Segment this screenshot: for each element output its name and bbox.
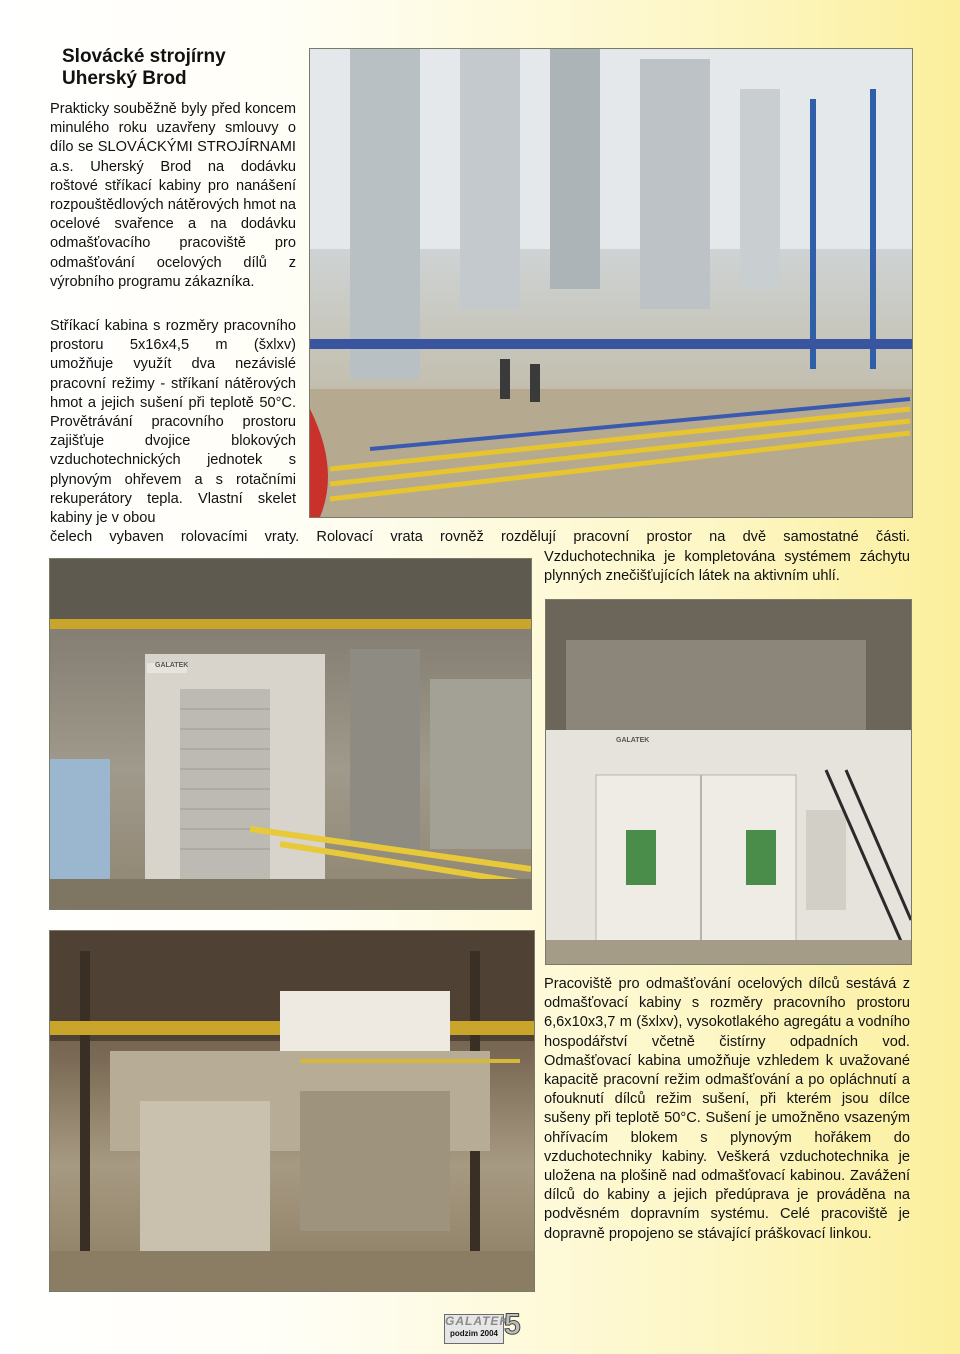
degreasing-paragraph: Pracoviště pro odmašťování ocelových dílců sestává z odmašťovací kabiny s rozměry pracovního prostoru 6,6x10x3,7 m (šxlxv), vysokotlakého agregátu a vodního hospodářství včetně čistírny odpadních vod. Odmašťovací kabina umožňuje vzhledem k uvažované kapacitě pracovní režim odmašťování a po opláchnutí a ofouknutí dílců režim sušení, při kterém jsou dílce sušeny při teplotě 50°C. Sušení je umožněno vsazeným ohřívacím blokem s plynovým hořákem do vzduchotechniky kabiny. Veškerá vzduchotechnika je uložena na plošině nad odmašťovací kabinou. Zavážení dílců do kabiny a jejich předúprava je prováděna na podvěsném dopravním systému. Celé pracoviště je dopravně propojeno se stávající práškovací linkou.: [544, 976, 910, 1242]
page-number: 5: [504, 1308, 521, 1341]
title-line-2: Uherský Brod: [62, 68, 187, 89]
filtration-paragraph: Vzduchotechnika je kompletována systémem záchytu plynných znečišťujících látek na aktivním uhlí.: [544, 549, 910, 585]
degreasing-cabin-photo: [545, 599, 912, 965]
ventilation-platform-photo: [49, 930, 535, 1292]
degreasing-sign: GALATEK: [616, 737, 650, 744]
galatek-logo: [444, 1314, 510, 1344]
booth-paragraph: Stříkací kabina s rozměry pracovního prostoru 5x16x4,5 m (šxlxv) umožňuje využít dva nezávislé pracovní režimy - stříkaní nátěrových hmot a jejich sušení při teplotě 50°C. Provětrávání pracovního prostoru zajišťuje dvojice blokových vzduchotechnických jednotek s plynovým ohřevem a s rotačními rekuperátory tepla. Vlastní skelet kabiny je v obou: [50, 318, 296, 527]
booth-roller-door-photo: [49, 558, 532, 910]
spray-booth-interior-photo: [309, 48, 913, 518]
issue-season: podzim 2004: [449, 1329, 498, 1338]
booth-sign: GALATEK: [155, 662, 189, 669]
booth-paragraph-end: čelech vybaven rolovacími vraty. Rolovací vrata rovněž rozdělují pracovní prostor na dvě samostatné části.: [50, 529, 910, 545]
intro-paragraph: Prakticky souběžně byly před koncem minulého roku uzavřeny smlouvy o dílo se SLOVÁCKÝMI STROJÍRNAMI a.s. Uherský Brod na dodávku roštové stříkací kabiny pro nanášení rozpouštědlových nátěrových hmot na ocelové svařence a na dodávku odmašťovacího pracoviště pro odmašťování ocelových dílů z výrobního programu zákazníka.: [50, 101, 296, 290]
article-title: [62, 46, 226, 90]
title-line-1: Slovácké strojírny: [62, 46, 226, 67]
logo-text: GALATEK: [445, 1314, 510, 1328]
